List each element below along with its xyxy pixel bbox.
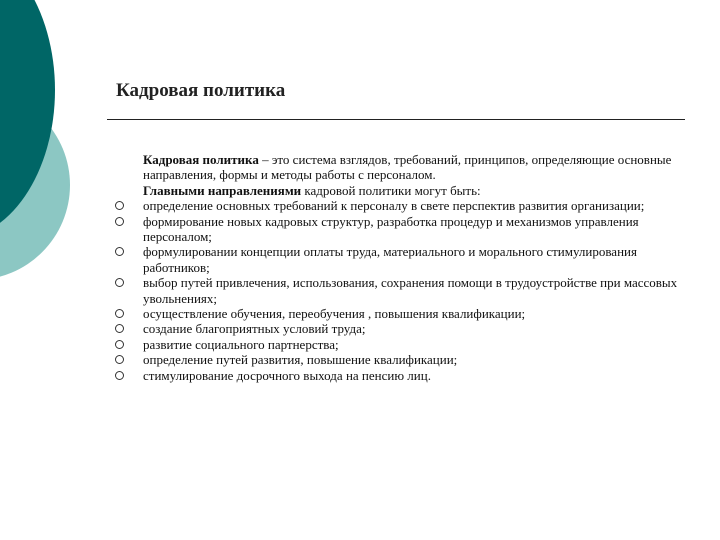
list-item: формулировании концепции оплаты труда, материального и морального стимулирования работников; [143, 244, 683, 275]
bullet-circle-icon [115, 247, 124, 256]
list-item: создание благоприятных условий труда; [143, 321, 683, 336]
list-item: осуществление обучения, переобучения , повышения квалификации; [143, 306, 683, 321]
slide-title: Кадровая политика [116, 80, 286, 101]
directions-bold: Главными направлениями [143, 182, 302, 198]
bullet-circle-icon [115, 355, 124, 364]
list-item: стимулирование досрочного выхода на пенсию лиц. [143, 368, 683, 383]
bullet-circle-icon [115, 309, 124, 318]
bullet-circle-icon [115, 340, 124, 349]
definition-term: Кадровая политика [143, 152, 259, 167]
bullet-circle-icon [115, 278, 124, 287]
list-item: определение путей развития, повышение квалификации; [143, 352, 683, 367]
list-item: определение основных требований к персоналу в свете перспектив развития организации; [143, 198, 683, 213]
definition-text: – это система взглядов, требований, принципов, определяющие основные направления, формы и методы работы с персоналом. [143, 152, 672, 183]
slide-content [143, 152, 683, 383]
list-item: выбор путей привлечения, использования, сохранения помощи в трудоустройстве при массовых увольнениях; [143, 275, 683, 306]
bullet-circle-icon [115, 217, 124, 226]
directions-list [143, 198, 683, 383]
directions-text: кадровой политики могут быть: [301, 182, 481, 198]
title-divider [107, 119, 685, 120]
list-item: развитие социального партнерства; [143, 337, 683, 352]
directions-paragraph [143, 183, 683, 198]
bullet-circle-icon [115, 324, 124, 333]
bullet-circle-icon [115, 201, 124, 210]
list-item: формирование новых кадровых структур, разработка процедур и механизмов управления персоналом; [143, 214, 683, 245]
definition-paragraph [143, 152, 683, 183]
bullet-circle-icon [115, 371, 124, 380]
